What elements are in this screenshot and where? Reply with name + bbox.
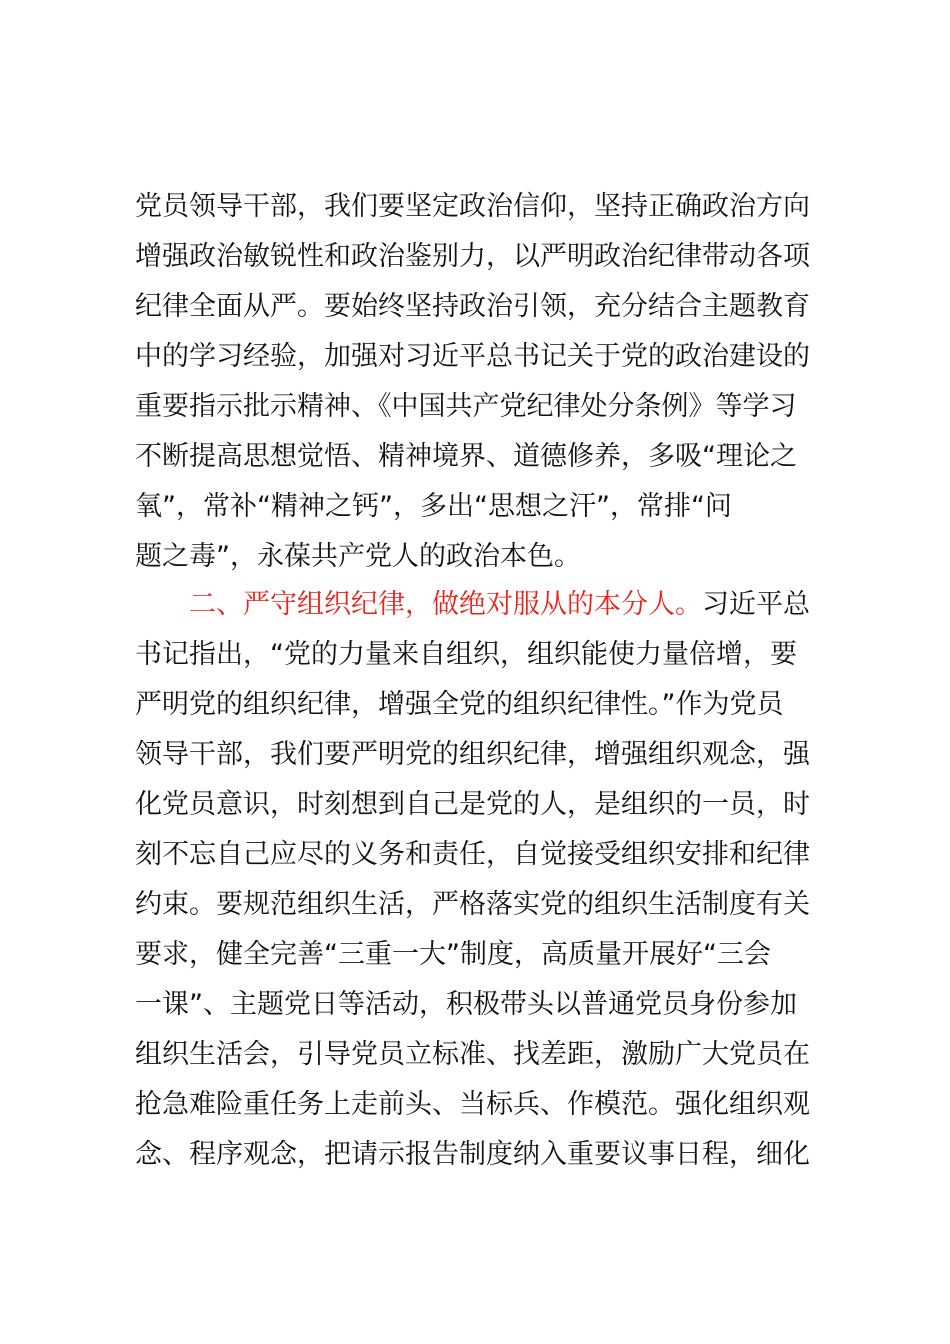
paragraph-line: 增强政治敏锐性和政治鉴别力，以严明政治纪律带动各项	[135, 241, 810, 272]
paragraph-line: 书记指出，“党的力量来自组织，组织能使力量倍增，要	[135, 639, 797, 670]
paragraph-line: 题之毒”，永葆共产党人的政治本色。	[135, 541, 581, 572]
section-heading: 二、严守组织纪律，做绝对服从的本分人。	[189, 589, 702, 620]
paragraph-2	[135, 580, 830, 1180]
paragraph-line: 组织生活会，引导党员立标准、找差距，激励广大党员在	[135, 1039, 810, 1070]
paragraph-line: 一课”、主题党日等活动，积极带头以普通党员身份参加	[135, 989, 797, 1020]
paragraph-line: 纪律全面从严。要始终坚持政治引领，充分结合主题教育	[135, 291, 810, 322]
paragraph-line: 要求，健全完善“三重一大”制度，高质量开展好“三会	[135, 939, 771, 970]
paragraph-line: 中的学习经验，加强对习近平总书记关于党的政治建设的	[135, 341, 810, 372]
paragraph-first-line	[135, 580, 830, 630]
paragraph-line: 重要指示批示精神、《中国共产党纪律处分条例》等学习	[135, 391, 797, 422]
paragraph-line: 不断提高思想觉悟、精神境界、道德修养，多吸“理论之	[135, 441, 797, 472]
paragraph-line: 领导干部，我们要严明党的组织纪律，增强组织观念，强	[135, 739, 810, 770]
first-line-rest: 习近平总	[702, 589, 810, 620]
paragraph-line: 化党员意识，时刻想到自己是党的人，是组织的一员，时	[135, 789, 810, 820]
paragraph-line: 刻不忘自己应尽的义务和责任，自觉接受组织安排和纪律	[135, 839, 810, 870]
paragraph-line: 抢急难险重任务上走前头、当标兵、作模范。强化组织观	[135, 1089, 810, 1120]
paragraph-line: 氧”，常补“精神之钙”，多出“思想之汗”，常排“问	[135, 491, 732, 522]
paragraph-line: 党员领导干部，我们要坚定政治信仰，坚持正确政治方向	[135, 191, 810, 222]
paragraph-line: 约束。要规范组织生活，严格落实党的组织生活制度有关	[135, 889, 810, 920]
paragraph-line: 严明党的组织纪律，增强全党的组织纪律性。”作为党员	[135, 689, 784, 720]
paragraph-1	[135, 182, 830, 582]
paragraph-line: 念、程序观念，把请示报告制度纳入重要议事日程，细化	[135, 1139, 810, 1170]
